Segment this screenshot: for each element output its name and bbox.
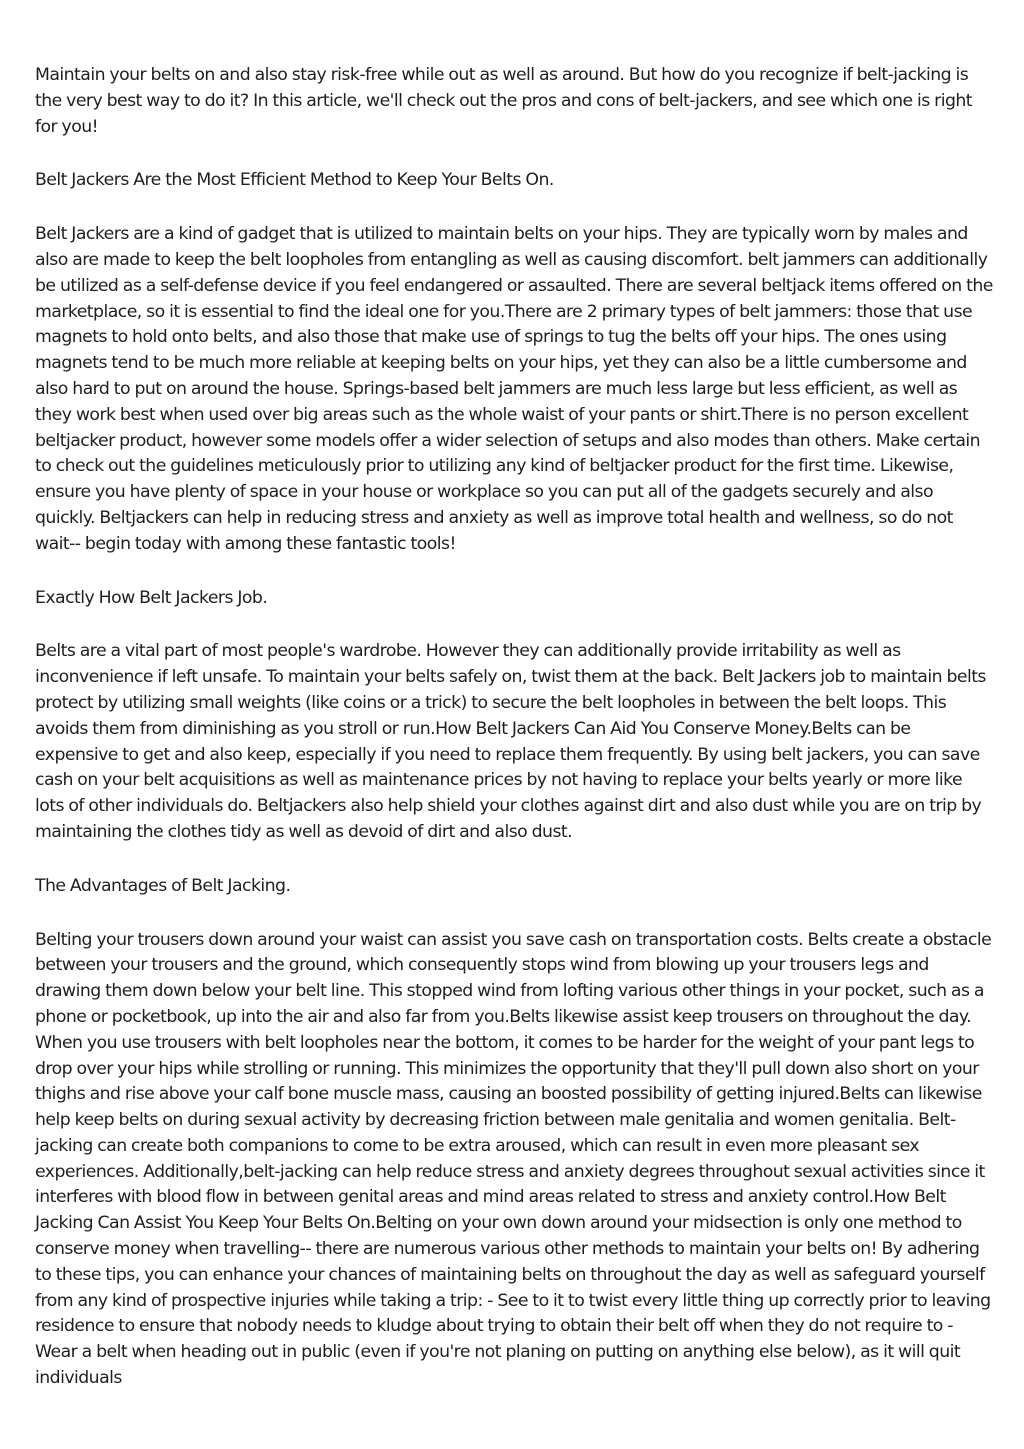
section-heading-efficient-method: Belt Jackers Are the Most Efficient Method to Keep Your Belts On. <box>35 170 554 191</box>
intro-paragraph: Maintain your belts on and also stay risk-free while out as well as around. But how do you recognize if belt-jacking is the very best way to do it? In this article, we'll check out the pros and cons of belt-jackers, and see which one is right for you! <box>35 65 973 137</box>
body-paragraph-advantages: Belting your trousers down around your waist can assist you save cash on transportation costs. Belts create a obstacle between your trousers and the ground, which consequently stops wind from blowing up your trousers legs and drawing them down below your belt line. This stopped wind from lofting various other things in your pocket, such as a phone or pocketbook, up into the air and also far from you.Belts likewise assist keep trousers on throughout the day. When you use trousers with belt loopholes near the bottom, it comes to be harder for the weight of your pant legs to drop over your hips while strolling or running. This minimizes the opportunity that they'll pull down also short on your thighs and rise above your calf bone muscle mass, causing an boosted possibility of getting injured.Belts can likewise help keep belts on during sexual activity by decreasing friction between male genitalia and women genitalia. Belt-jacking can create both companions to come to be extra aroused, which can result in even more pleasant sex experiences. Additionally,belt-jacking can help reduce stress and anxiety degrees throughout sexual activities since it interferes with blood flow in between genital areas and mind areas related to stress and anxiety control.How Belt Jacking Can Assist You Keep Your Belts On.Belting on your own down around your midsection is only one method to conserve money when travelling-- there are numerous various other methods to maintain your belts on! By adhering to these tips, you can enhance your chances of maintaining belts on throughout the day as well as safeguard yourself from any kind of prospective injuries while taking a trip: - See to it to twist every little thing up correctly prior to leaving residence to ensure that nobody needs to kludge about trying to obtain their belt off when they do not require to - Wear a belt when heading out in public (even if you're not planing on putting on anything else below), as it will quit individuals <box>35 929 992 1389</box>
body-paragraph-belt-jackers: Belt Jackers are a kind of gadget that is utilized to maintain belts on your hips. They are typically worn by males and also are made to keep the belt loopholes from entangling as well as causing discomfort. belt jammers can additionally be utilized as a self-defense device if you feel endangered or assaulted. There are several beltjack items offered on the marketplace, so it is essential to find the ideal one for you.There are 2 primary types of belt jammers: those that use magnets to hold onto belts, and also those that make use of springs to tug the belts off your hips. The ones using magnets tend to be much more reliable at keeping belts on your hips, yet they can also be a little cumbersome and also hard to put on around the house. Springs-based belt jammers are much less large but less efficient, as well as they work best when used over big areas such as the whole waist of your pants or shirt.There is no person excellent beltjacker product, however some models offer a wider selection of setups and also modes than others. Make certain to check out the guidelines meticulously prior to utilizing any kind of beltjacker product for the first time. Likewise, ensure you have plenty of space in your house or workplace so you can put all of the gadgets securely and also quickly. Beltjackers can help in reducing stress and anxiety as well as improve total health and wellness, so do not wait-- begin today with among these fantastic tools! <box>35 224 993 554</box>
section-heading-advantages: The Advantages of Belt Jacking. <box>35 875 291 896</box>
document-body <box>35 63 993 1420</box>
section-heading-how-they-work: Exactly How Belt Jackers Job. <box>35 587 268 608</box>
body-paragraph-how-they-work: Belts are a vital part of most people's wardrobe. However they can additionally provide irritability as well as inconvenience if left unsafe. To maintain your belts safely on, twist them at the back. Belt Jackers job to maintain belts protect by utilizing small weights (like coins or a trick) to secure the belt loopholes in between the belt loops. This avoids them from diminishing as you stroll or run.How Belt Jackers Can Aid You Conserve Money.Belts can be expensive to get and also keep, especially if you need to replace them frequently. By using belt jackers, you can save cash on your belt acquisitions as well as maintenance prices by not having to replace your belts yearly or more like lots of other individuals do. Beltjackers also help shield your clothes against dirt and also dust while you are on trip by maintaining the clothes tidy as well as devoid of dirt and also dust. <box>35 641 986 842</box>
